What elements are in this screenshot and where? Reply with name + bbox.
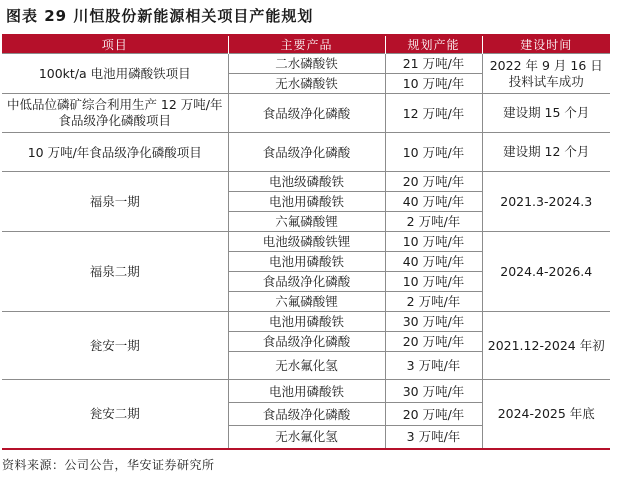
figure-title: 图表 29 川恒股份新能源相关项目产能规划 — [6, 7, 314, 25]
source-note: 资料来源：公司公告，华安证券研究所 — [2, 458, 215, 472]
time-cell: 2022 年 9 月 16 日投料试车成功 — [482, 54, 610, 94]
capacity-cell: 3 万吨/年 — [385, 426, 482, 449]
table-body — [2, 54, 610, 449]
capacity-table-container — [2, 34, 610, 450]
capacity-cell: 3 万吨/年 — [385, 352, 482, 380]
product-cell: 电池用磷酸铁 — [228, 312, 385, 332]
time-cell: 2021.3-2024.3 — [482, 172, 610, 232]
capacity-cell: 10 万吨/年 — [385, 232, 482, 252]
header-capacity: 规划产能 — [385, 35, 482, 54]
product-cell: 食品级净化磷酸 — [228, 403, 385, 426]
header-product: 主要产品 — [228, 35, 385, 54]
capacity-cell: 10 万吨/年 — [385, 74, 482, 94]
project-cell: 福泉一期 — [2, 172, 228, 232]
table-header-row — [2, 35, 610, 54]
product-cell: 电池级磷酸铁 — [228, 172, 385, 192]
table-row — [2, 232, 610, 252]
project-cell: 中低品位磷矿综合利用生产 12 万吨/年食品级净化磷酸项目 — [2, 94, 228, 133]
project-cell: 瓮安二期 — [2, 380, 228, 449]
time-cell: 2024.4-2026.4 — [482, 232, 610, 312]
product-cell: 无水磷酸铁 — [228, 74, 385, 94]
capacity-table — [2, 34, 610, 450]
table-row — [2, 94, 610, 133]
capacity-cell: 40 万吨/年 — [385, 192, 482, 212]
capacity-cell: 20 万吨/年 — [385, 332, 482, 352]
table-row — [2, 133, 610, 172]
project-cell: 瓮安一期 — [2, 312, 228, 380]
capacity-cell: 10 万吨/年 — [385, 133, 482, 172]
product-cell: 食品级净化磷酸 — [228, 272, 385, 292]
product-cell: 无水氟化氢 — [228, 352, 385, 380]
capacity-cell: 20 万吨/年 — [385, 403, 482, 426]
time-cell: 建设期 12 个月 — [482, 133, 610, 172]
product-cell: 电池用磷酸铁 — [228, 192, 385, 212]
capacity-cell: 10 万吨/年 — [385, 272, 482, 292]
product-cell: 电池用磷酸铁 — [228, 252, 385, 272]
table-row — [2, 172, 610, 192]
header-project: 项目 — [2, 35, 228, 54]
capacity-cell: 2 万吨/年 — [385, 212, 482, 232]
project-cell: 10 万吨/年食品级净化磷酸项目 — [2, 133, 228, 172]
project-cell: 100kt/a 电池用磷酸铁项目 — [2, 54, 228, 94]
capacity-cell: 30 万吨/年 — [385, 380, 482, 403]
table-row — [2, 380, 610, 403]
product-cell: 食品级净化磷酸 — [228, 94, 385, 133]
capacity-cell: 21 万吨/年 — [385, 54, 482, 74]
table-row — [2, 312, 610, 332]
product-cell: 电池级磷酸铁锂 — [228, 232, 385, 252]
time-cell: 建设期 15 个月 — [482, 94, 610, 133]
table-row — [2, 54, 610, 74]
product-cell: 食品级净化磷酸 — [228, 332, 385, 352]
capacity-cell: 40 万吨/年 — [385, 252, 482, 272]
project-cell: 福泉二期 — [2, 232, 228, 312]
product-cell: 六氟磷酸锂 — [228, 212, 385, 232]
product-cell: 电池用磷酸铁 — [228, 380, 385, 403]
capacity-cell: 20 万吨/年 — [385, 172, 482, 192]
capacity-cell: 2 万吨/年 — [385, 292, 482, 312]
product-cell: 食品级净化磷酸 — [228, 133, 385, 172]
product-cell: 二水磷酸铁 — [228, 54, 385, 74]
capacity-cell: 12 万吨/年 — [385, 94, 482, 133]
header-time: 建设时间 — [482, 35, 610, 54]
product-cell: 六氟磷酸锂 — [228, 292, 385, 312]
time-cell: 2024-2025 年底 — [482, 380, 610, 449]
time-cell: 2021.12-2024 年初 — [482, 312, 610, 380]
capacity-cell: 30 万吨/年 — [385, 312, 482, 332]
product-cell: 无水氟化氢 — [228, 426, 385, 449]
